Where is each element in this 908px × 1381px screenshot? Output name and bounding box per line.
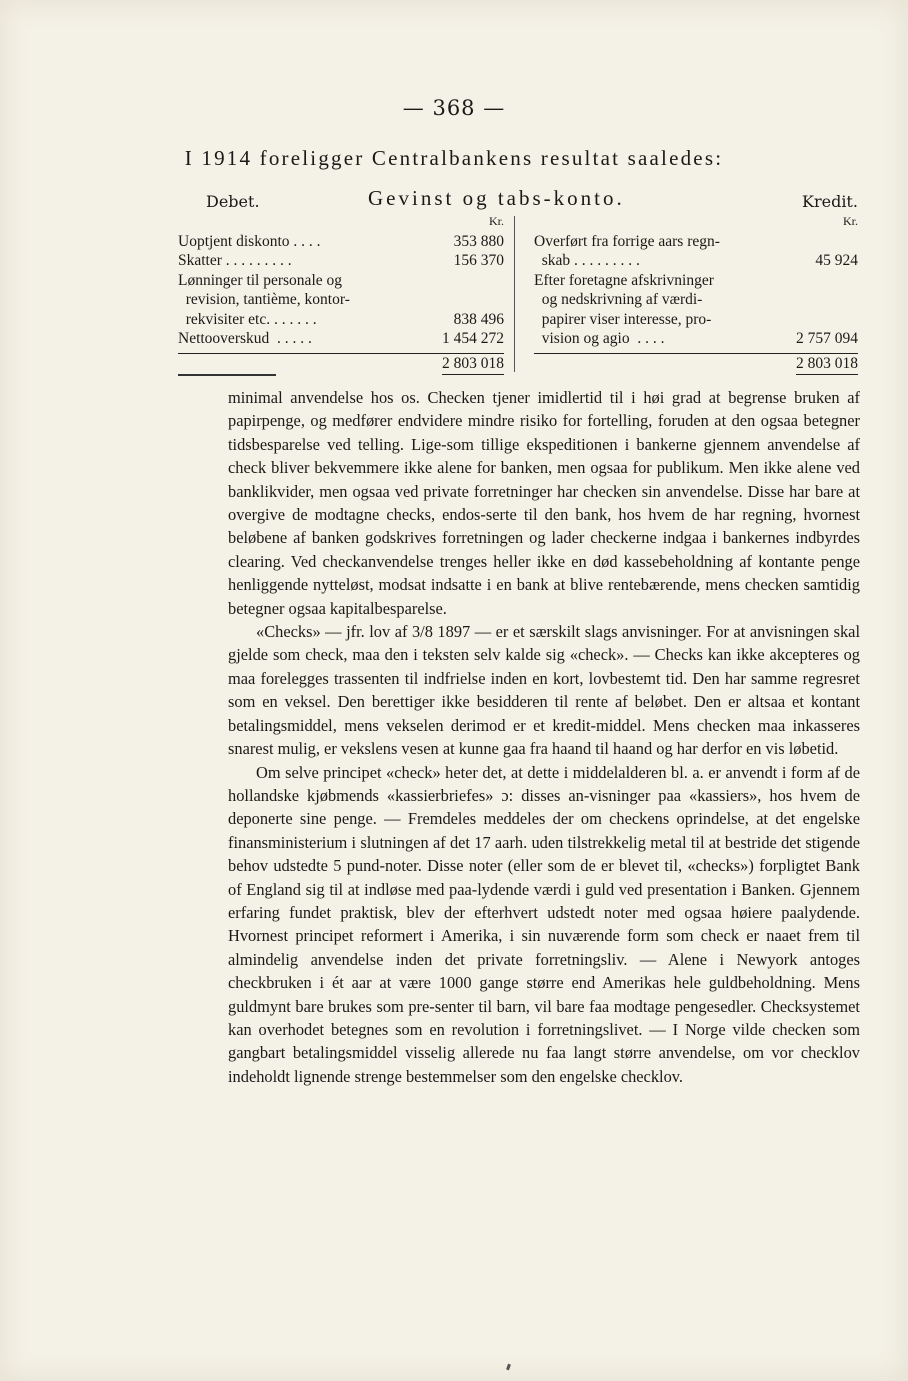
debet-currency: Kr. (489, 214, 504, 228)
debet-row (178, 290, 504, 310)
paragraph: minimal anvendelse hos os. Checken tjener imidlertid til i høi grad at begrense bruken af papirpenge, og medfører endvidere mindre risiko for fortelling, foruden at den ogsaa betegner tidsbesparelse ved telling. Lige-som tillige ekspeditionen i bankerne gjennem anvendelse af check bliver bekvemmere ikke alene for banken, men ogsaa for publikum. Men ikke alene ved banklikvider, men ogsaa ved private forretninger har checken sin anvendelse. Disse har bare at overgive de modtagne checks, endos-serte til den bank, hos hvem de har regning, hvornest beløbene af banken godskrives forretningen og lader checkerne indgaa i bankernes indbyrdes clearing. Ved checkanvendelse trenges heller ikke en død kassebeholdning af kontante penge henliggende nytteløst, modsat indsatte i en bank at blive rentebærende, mens checken samtidig betegner ogsaa kapitalbesparelse. (228, 388, 860, 618)
kredit-currency: Kr. (843, 214, 858, 228)
debet-row (178, 329, 504, 349)
section-separator (178, 374, 276, 376)
debet-row-amount: 838 496 (453, 310, 504, 328)
debet-currency-row (178, 212, 504, 232)
paragraph: Om selve principet «check» heter det, at dette i middelalderen bl. a. er anvendt i form af de hollandske kjøbmends «kassierbriefes» ɔ: disses an-visninger paa «kassiers», hos hvem de deponerte sine penge. — Fremdeles meddeles der om checkens oprindelse, at det engelske finansministerium i slutningen af det 17 aarh. uden tilstrekkelig metal til at bestride det stigende behov udstedte 5 pund-noter. Disse noter (eller som de er blevet til, «checks») forpligtet Bank of England sig til at indløse med paa-lydende værdi i guld ved presentation i Banken. Gjennem erfaring fundet praktisk, blev der efterhvert udstedt noter med ogsaa høiere paalydende. Hvornest principet reformert i Amerika, i sin nuværende form som check er naaet frem til almindelig anvendelse inden det private forretningsliv. — Alene i Newyork antoges checkbruken i ét aar at være 1000 gange større end Amerikas hele guldbeholdning. Mens guldmynt bare brukes som pre-senter til barn, vil bare faa modtage pengesedler. Checksystemet kan overhodet betegnes som en revolution i forretningslivet. — I Norge vilde checken som gangbart betalingsmiddel visselig allerede nu faa langt større anvendelse, om vor checklov indeholdt lignende strenge bestemmelser som den engelske checklov. (228, 762, 860, 1086)
debet-row-label: Nettooverskud . . . . . (178, 330, 312, 347)
kredit-row (534, 290, 858, 310)
kredit-row-label: Efter foretagne afskrivninger (534, 271, 714, 289)
section-heading: I 1914 foreligger Centralbankens resultat saaledes: (184, 146, 724, 170)
kredit-total-row (534, 353, 858, 374)
debet-row-label: rekvisiter etc. . . . . . . (178, 310, 317, 328)
debet-row-label: Lønninger til personale og (178, 271, 342, 289)
account-title: Gevinst og tabs-konto. (368, 186, 625, 210)
debet-row (178, 251, 504, 271)
kredit-row (534, 329, 858, 349)
debet-row (178, 310, 504, 330)
kredit-row-amount: 45 924 (815, 252, 858, 269)
kredit-row (534, 310, 858, 330)
paragraph: «Checks» — jfr. lov af 3/8 1897 — er et særskilt slags anvisninger. For at anvisningen skal gjelde som check, maa den i teksten selv kalde sig «check». — Checks kan ikke akcepteres og maa forelegges trassenten til indfrielse inden en kort, lovbestemt tid. Den har samme regresret som en veksel. Den berettiger ikke besidderen til rente af beløbet. Den er altsaa et kontant betalingsmiddel, mens vekselen derimod er et kredit-middel. Mens checken maa inkasseres snarest mulig, er vekslens vesen at kunne gaa fra haand til haand og har derfor en vis løbetid. (228, 622, 860, 759)
account-column-divider (514, 216, 515, 372)
kredit-label: Kredit. (802, 192, 858, 211)
debet-row-amount: 353 880 (453, 232, 504, 250)
kredit-total: 2 803 018 (796, 354, 858, 376)
kredit-row (534, 232, 858, 252)
page-number: — 368 — (402, 96, 506, 120)
kredit-row-label: skab . . . . . . . . . (534, 252, 640, 269)
kredit-row-label: Overført fra forrige aars regn- (534, 232, 720, 250)
ink-mark (506, 1364, 511, 1371)
debet-row-amount: 156 370 (453, 252, 504, 269)
kredit-row (534, 271, 858, 291)
kredit-row-amount: 2 757 094 (796, 330, 858, 347)
kredit-currency-row (534, 212, 858, 232)
kredit-row (534, 251, 858, 271)
body-text (228, 386, 860, 1088)
debet-table (178, 212, 504, 373)
kredit-row-label: papirer viser interesse, pro- (534, 310, 712, 328)
debet-row (178, 232, 504, 252)
debet-total-row (178, 353, 504, 374)
kredit-row-label: og nedskrivning af værdi- (534, 291, 703, 308)
debet-total: 2 803 018 (442, 354, 504, 376)
debet-row-label: revision, tantième, kontor- (178, 291, 350, 308)
debet-label: Debet. (206, 192, 260, 211)
kredit-table (534, 212, 858, 373)
kredit-row-label: vision og agio . . . . (534, 330, 665, 347)
debet-row-label: Skatter . . . . . . . . . (178, 252, 292, 269)
debet-row-label: Uoptjent diskonto . . . . (178, 232, 321, 250)
debet-row-amount: 1 454 272 (442, 330, 504, 347)
debet-row (178, 271, 504, 291)
